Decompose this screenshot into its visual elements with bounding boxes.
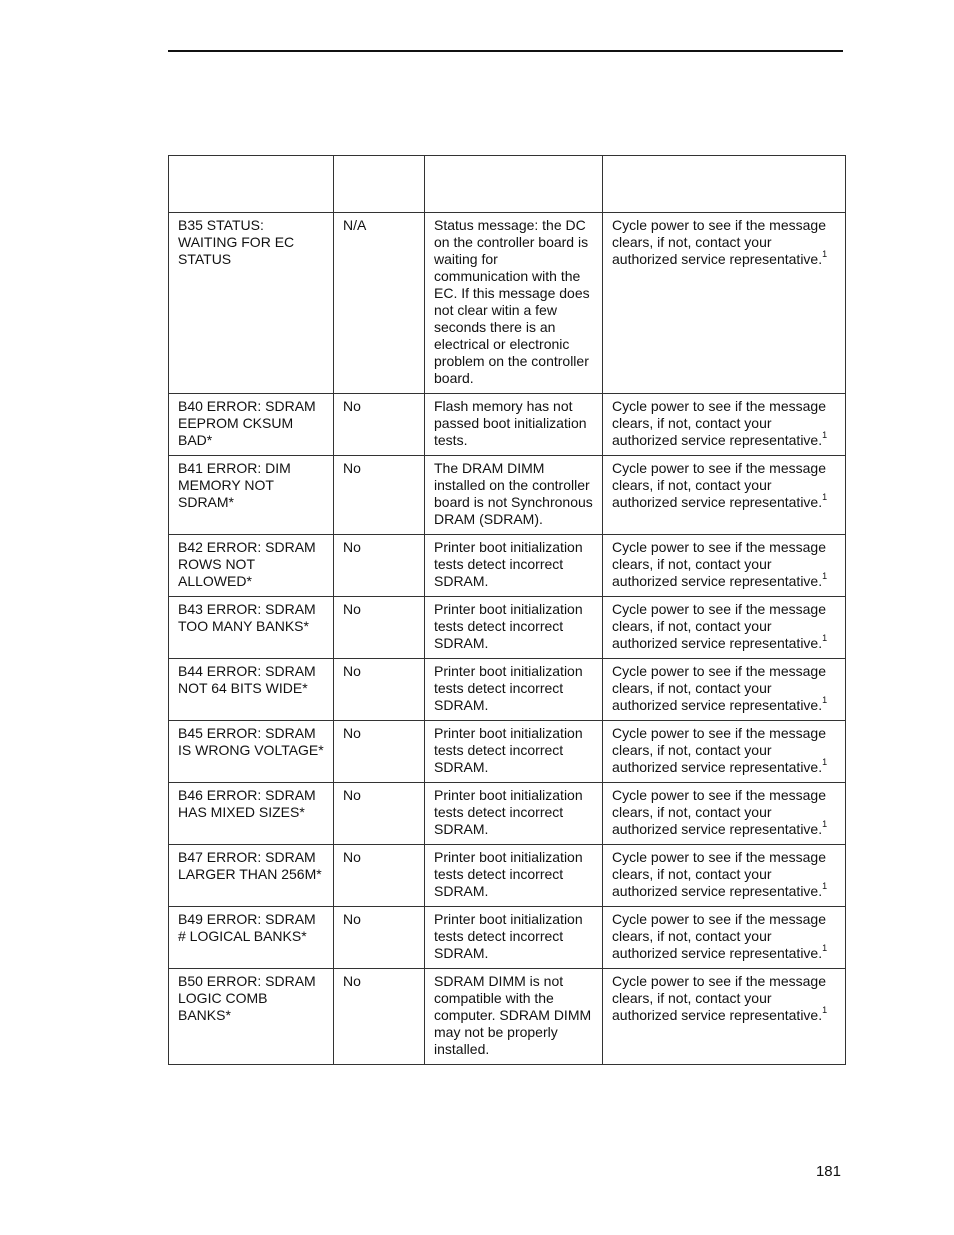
solution-cell xyxy=(603,535,846,597)
displayable-cell xyxy=(334,969,425,1065)
footnote-marker: 1 xyxy=(822,249,828,260)
table-row xyxy=(169,721,846,783)
solution-text: Cycle power to see if the message clears, if not, contact your authorized service representative. xyxy=(612,849,826,899)
message-text: B41 ERROR: DIM MEMORY NOT SDRAM* xyxy=(178,460,291,510)
displayable-cell xyxy=(334,783,425,845)
table-row xyxy=(169,659,846,721)
explanation-cell xyxy=(425,535,603,597)
solution-cell xyxy=(603,907,846,969)
message-cell xyxy=(169,597,334,659)
solution-cell xyxy=(603,597,846,659)
displayable-text: No xyxy=(343,973,361,989)
solution-cell xyxy=(603,845,846,907)
explanation-text: Printer boot initialization tests detect incorrect SDRAM. xyxy=(434,663,583,713)
footnote-marker: 1 xyxy=(822,757,828,768)
explanation-cell xyxy=(425,721,603,783)
message-cell xyxy=(169,907,334,969)
displayable-cell xyxy=(334,845,425,907)
explanation-cell xyxy=(425,845,603,907)
explanation-text: Printer boot initialization tests detect incorrect SDRAM. xyxy=(434,539,583,589)
table-row xyxy=(169,969,846,1065)
table-header-row xyxy=(169,156,846,213)
message-text: B46 ERROR: SDRAM HAS MIXED SIZES* xyxy=(178,787,316,820)
solution-text: Cycle power to see if the message clears, if not, contact your authorized service representative. xyxy=(612,787,826,837)
displayable-cell xyxy=(334,597,425,659)
explanation-text: Printer boot initialization tests detect incorrect SDRAM. xyxy=(434,787,583,837)
table-row xyxy=(169,597,846,659)
explanation-cell xyxy=(425,597,603,659)
explanation-text: Status message: the DC on the controller board is waiting for communication with the EC. If this message does not clear witin a few seconds there is an electrical or electronic problem on the controller board. xyxy=(434,217,590,386)
explanation-text: SDRAM DIMM is not compatible with the computer. SDRAM DIMM may not be properly installed. xyxy=(434,973,592,1057)
message-cell xyxy=(169,535,334,597)
explanation-cell xyxy=(425,213,603,394)
table-row xyxy=(169,783,846,845)
table-row xyxy=(169,845,846,907)
table-row xyxy=(169,456,846,535)
footnote-marker: 1 xyxy=(822,943,828,954)
message-text: B50 ERROR: SDRAM LOGIC COMB BANKS* xyxy=(178,973,316,1023)
solution-cell xyxy=(603,969,846,1065)
solution-text: Cycle power to see if the message clears, if not, contact your authorized service representative. xyxy=(612,217,826,267)
header-cell-explanation xyxy=(425,156,603,213)
message-cell xyxy=(169,721,334,783)
displayable-cell xyxy=(334,213,425,394)
displayable-text: No xyxy=(343,725,361,741)
explanation-cell xyxy=(425,907,603,969)
displayable-cell xyxy=(334,456,425,535)
message-cell xyxy=(169,845,334,907)
explanation-text: Printer boot initialization tests detect incorrect SDRAM. xyxy=(434,601,583,651)
solution-cell xyxy=(603,213,846,394)
explanation-cell xyxy=(425,969,603,1065)
error-message-table xyxy=(168,155,846,1065)
message-cell xyxy=(169,394,334,456)
table-row xyxy=(169,213,846,394)
solution-text: Cycle power to see if the message clears, if not, contact your authorized service representative. xyxy=(612,663,826,713)
displayable-cell xyxy=(334,535,425,597)
solution-cell xyxy=(603,394,846,456)
footnote-marker: 1 xyxy=(822,571,828,582)
message-text: B45 ERROR: SDRAM IS WRONG VOLTAGE* xyxy=(178,725,324,758)
displayable-text: No xyxy=(343,460,361,476)
footnote-marker: 1 xyxy=(822,492,828,503)
header-cell-message xyxy=(169,156,334,213)
message-text: B43 ERROR: SDRAM TOO MANY BANKS* xyxy=(178,601,316,634)
explanation-text: The DRAM DIMM installed on the controller board is not Synchronous DRAM (SDRAM). xyxy=(434,460,593,527)
solution-cell xyxy=(603,783,846,845)
message-cell xyxy=(169,659,334,721)
footnote-marker: 1 xyxy=(822,1005,828,1016)
displayable-cell xyxy=(334,721,425,783)
displayable-text: No xyxy=(343,539,361,555)
footnote-marker: 1 xyxy=(822,633,828,644)
message-text: B35 STATUS: WAITING FOR EC STATUS xyxy=(178,217,295,267)
explanation-text: Printer boot initialization tests detect incorrect SDRAM. xyxy=(434,725,583,775)
message-text: B47 ERROR: SDRAM LARGER THAN 256M* xyxy=(178,849,322,882)
displayable-text: No xyxy=(343,849,361,865)
solution-text: Cycle power to see if the message clears, if not, contact your authorized service representative. xyxy=(612,398,826,448)
solution-cell xyxy=(603,456,846,535)
header-cell-solution xyxy=(603,156,846,213)
footnote-marker: 1 xyxy=(822,695,828,706)
message-cell xyxy=(169,213,334,394)
table-row xyxy=(169,394,846,456)
displayable-text: No xyxy=(343,911,361,927)
message-cell xyxy=(169,969,334,1065)
explanation-text: Printer boot initialization tests detect incorrect SDRAM. xyxy=(434,911,583,961)
solution-text: Cycle power to see if the message clears, if not, contact your authorized service representative. xyxy=(612,725,826,775)
message-text: B42 ERROR: SDRAM ROWS NOT ALLOWED* xyxy=(178,539,316,589)
solution-text: Cycle power to see if the message clears, if not, contact your authorized service representative. xyxy=(612,601,826,651)
displayable-text: No xyxy=(343,787,361,803)
message-text: B44 ERROR: SDRAM NOT 64 BITS WIDE* xyxy=(178,663,316,696)
header-cell-displayable xyxy=(334,156,425,213)
solution-text: Cycle power to see if the message clears, if not, contact your authorized service representative. xyxy=(612,973,826,1023)
table-row xyxy=(169,535,846,597)
message-cell xyxy=(169,783,334,845)
explanation-text: Flash memory has not passed boot initialization tests. xyxy=(434,398,587,448)
explanation-text: Printer boot initialization tests detect incorrect SDRAM. xyxy=(434,849,583,899)
explanation-cell xyxy=(425,394,603,456)
solution-cell xyxy=(603,659,846,721)
message-cell xyxy=(169,456,334,535)
solution-text: Cycle power to see if the message clears, if not, contact your authorized service representative. xyxy=(612,911,826,961)
footnote-marker: 1 xyxy=(822,819,828,830)
header-rule xyxy=(168,50,843,52)
solution-cell xyxy=(603,721,846,783)
footnote-marker: 1 xyxy=(822,881,828,892)
displayable-cell xyxy=(334,394,425,456)
displayable-text: No xyxy=(343,663,361,679)
displayable-text: No xyxy=(343,601,361,617)
solution-text: Cycle power to see if the message clears, if not, contact your authorized service representative. xyxy=(612,539,826,589)
message-text: B49 ERROR: SDRAM # LOGICAL BANKS* xyxy=(178,911,316,944)
table-row xyxy=(169,907,846,969)
page-number: 181 xyxy=(815,1163,841,1180)
displayable-text: No xyxy=(343,398,361,414)
message-text: B40 ERROR: SDRAM EEPROM CKSUM BAD* xyxy=(178,398,316,448)
displayable-text: N/A xyxy=(343,217,367,233)
explanation-cell xyxy=(425,659,603,721)
explanation-cell xyxy=(425,783,603,845)
solution-text: Cycle power to see if the message clears, if not, contact your authorized service representative. xyxy=(612,460,826,510)
explanation-cell xyxy=(425,456,603,535)
displayable-cell xyxy=(334,659,425,721)
footnote-marker: 1 xyxy=(822,430,828,441)
displayable-cell xyxy=(334,907,425,969)
